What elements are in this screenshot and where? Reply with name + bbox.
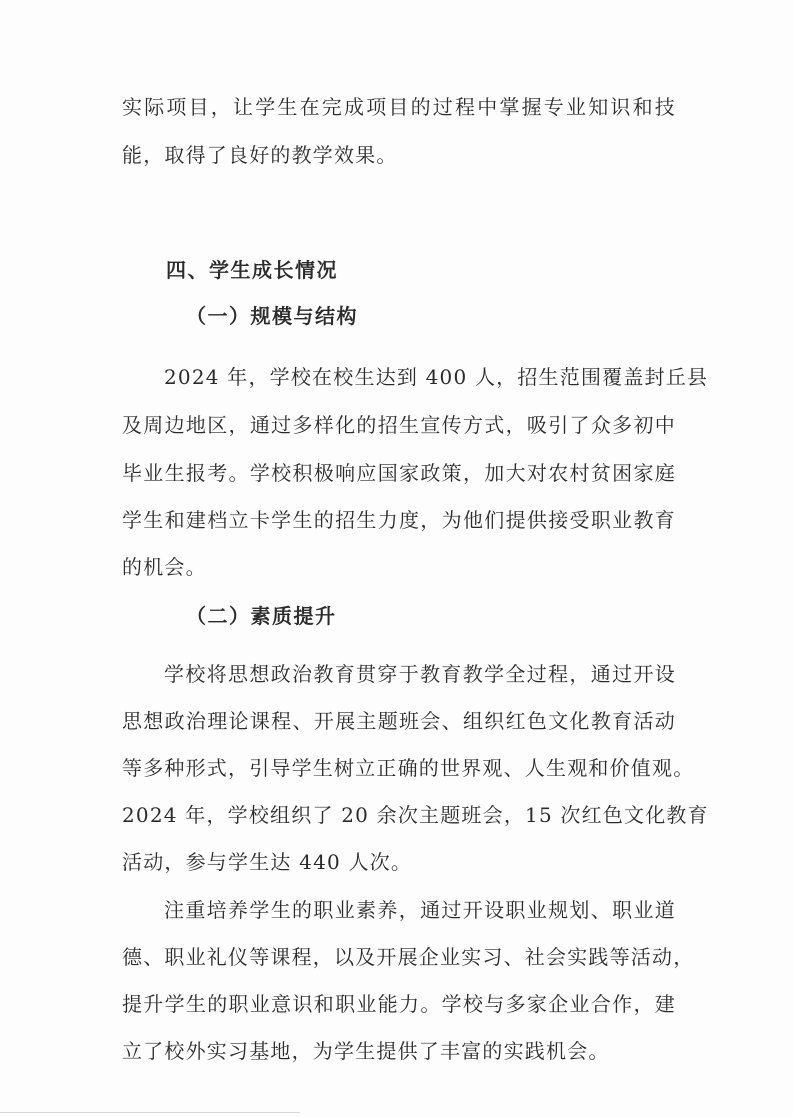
subsection-heading: （二）素质提升 [186, 604, 337, 628]
section-heading: 四、学生成长情况 [166, 258, 338, 282]
paragraph-line: 德、职业礼仪等课程，以及开展企业实习、社会实践等活动， [122, 945, 695, 969]
paragraph-line: 学生和建档立卡学生的招生力度，为他们提供接受职业教育 [122, 508, 676, 532]
paragraph-line: 实际项目，让学生在完成项目的过程中掌握专业知识和技 [122, 95, 676, 119]
paragraph-line: 能，取得了良好的教学效果。 [122, 143, 398, 167]
paragraph-line: 活动，参与学生达 440 人次。 [122, 850, 413, 874]
paragraph-line: 及周边地区，通过多样化的招生宣传方式，吸引了众多初中 [122, 413, 676, 437]
subsection-heading: （一）规模与结构 [186, 304, 358, 328]
paragraph-line: 2024 年，学校在校生达到 400 人，招生范围覆盖封丘县 [164, 365, 709, 389]
paragraph-line: 立了校外实习基地，为学生提供了丰富的实践机会。 [122, 1039, 610, 1063]
paragraph-line: 毕业生报考。学校积极响应国家政策，加大对农村贫困家庭 [122, 461, 676, 485]
paragraph-line: 2024 年，学校组织了 20 余次主题班会，15 次红色文化教育 [122, 803, 709, 827]
scan-edge-line [0, 1112, 300, 1113]
paragraph-line: 思想政治理论课程、开展主题班会、组织红色文化教育活动 [122, 709, 676, 733]
paragraph-line: 提升学生的职业意识和职业能力。学校与多家企业合作，建 [122, 992, 676, 1016]
paragraph-line: 的机会。 [122, 555, 207, 579]
paragraph-line: 学校将思想政治教育贯穿于教育教学全过程，通过开设 [164, 662, 676, 686]
paragraph-line: 等多种形式，引导学生树立正确的世界观、人生观和价值观。 [122, 756, 695, 780]
paragraph-line: 注重培养学生的职业素养，通过开设职业规划、职业道 [164, 898, 676, 922]
